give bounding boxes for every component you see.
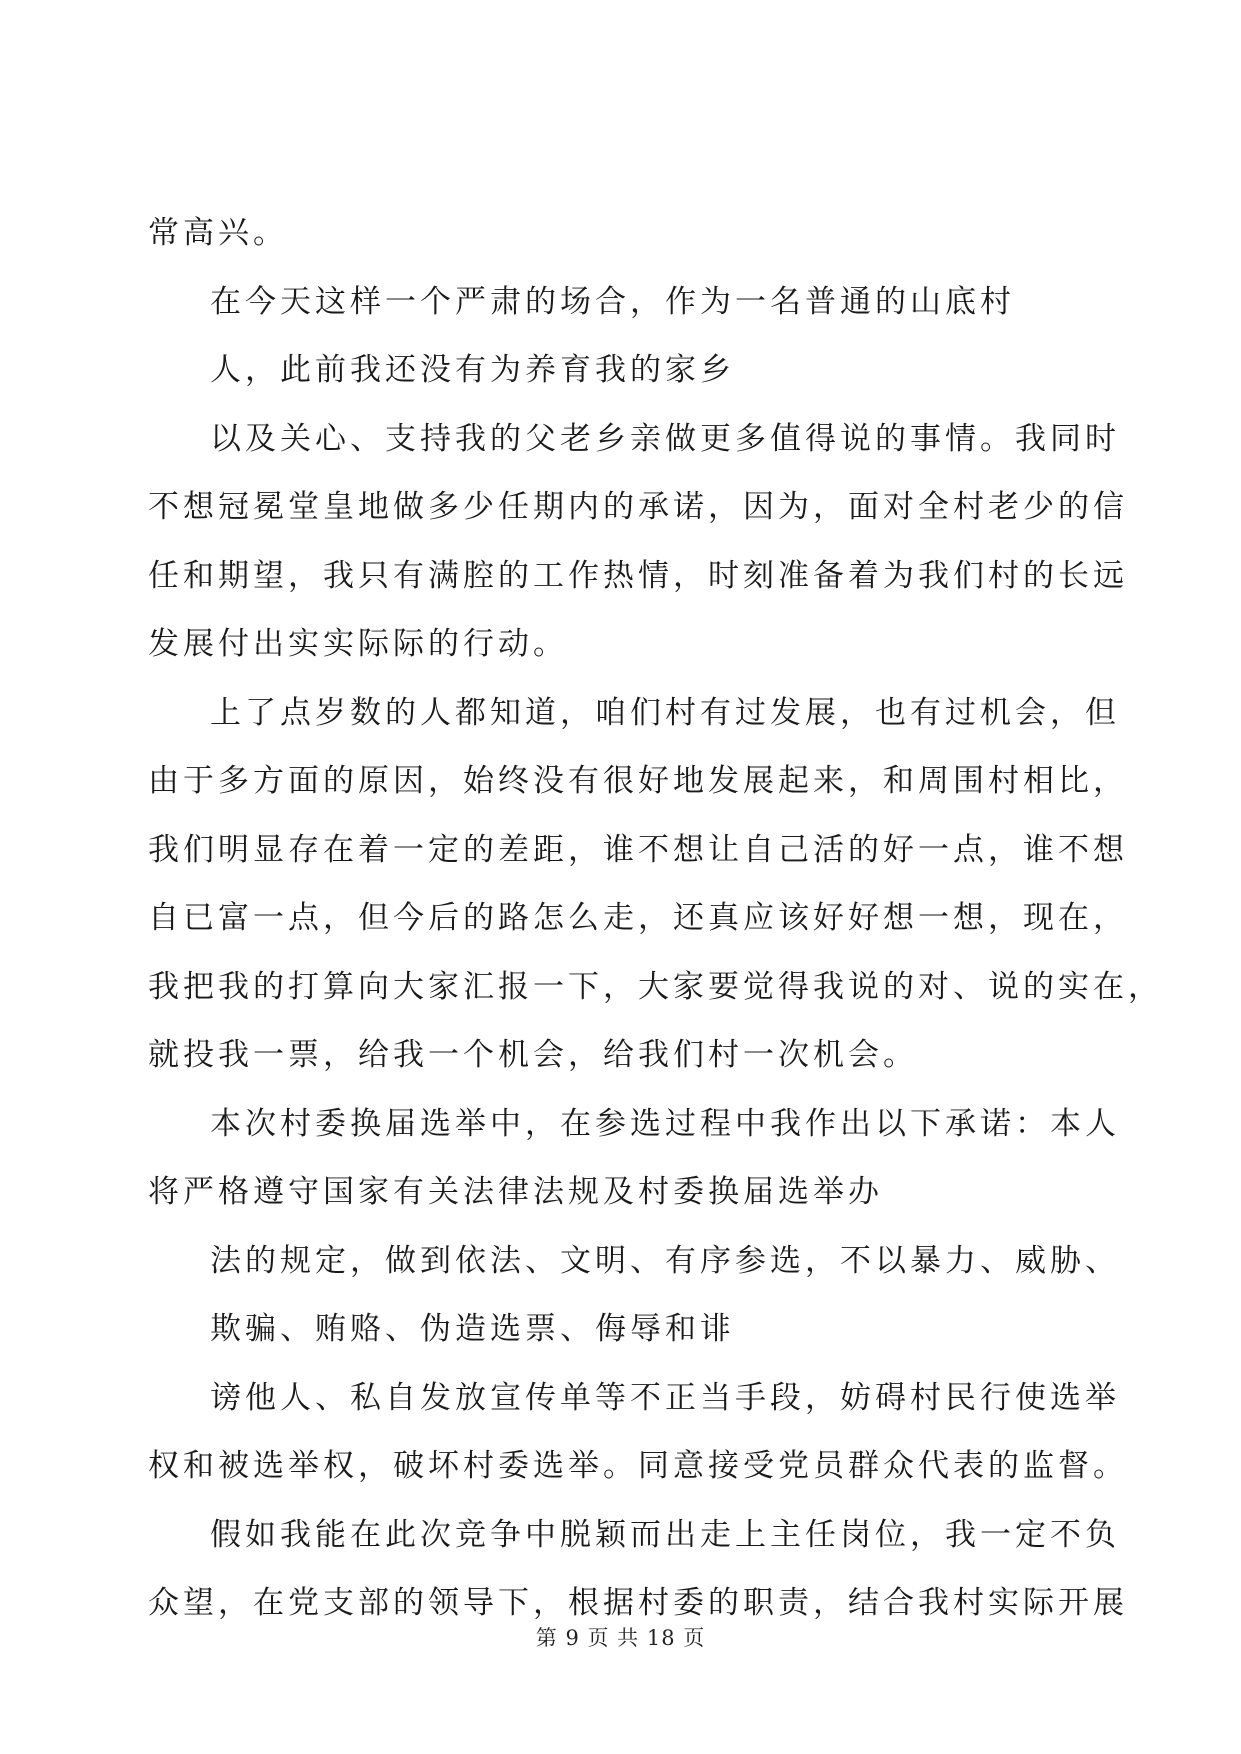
- text-line: 常高兴。: [148, 215, 288, 251]
- text-line: 任和期望，我只有满腔的工作热情，时刻准备着为我们村的长远: [148, 557, 1128, 594]
- text-line: 法的规定，做到依法、文明、有序参选，不以暴力、威胁、: [210, 1242, 1120, 1279]
- text-line: 不想冠冕堂皇地做多少任期内的承诺，因为，面对全村老少的信: [148, 489, 1128, 525]
- text-line: 以及关心、支持我的父老乡亲做更多值得说的事情。我同时: [210, 420, 1120, 457]
- text-line: 众望，在党支部的领导下，根据村委的职责，结合我村实际开展: [148, 1585, 1128, 1621]
- text-line: 将严格遵守国家有关法律法规及村委换届选举办: [148, 1174, 883, 1210]
- text-line: 权和被选举权，破坏村委选举。同意接受党员群众代表的监督。: [148, 1448, 1128, 1484]
- text-line: 就投我一票，给我一个机会，给我们村一次机会。: [148, 1037, 918, 1073]
- text-line: 发展付出实实际际的行动。: [148, 626, 568, 662]
- text-line: 欺骗、贿赂、伪造选票、侮辱和诽: [210, 1311, 735, 1347]
- document-body: [148, 213, 1163, 1652]
- text-line: 人，此前我还没有为养育我的家乡: [210, 352, 735, 388]
- page-number-footer: 第 9 页 共 18 页: [535, 1626, 706, 1650]
- text-line: 我们明显存在着一定的差距，谁不想让自己活的好一点，谁不想: [148, 831, 1128, 868]
- text-line: 上了点岁数的人都知道，咱们村有过发展，也有过机会，但: [210, 694, 1120, 731]
- text-line: 在今天这样一个严肃的场合，作为一名普通的山底村: [210, 283, 1015, 320]
- text-line: 假如我能在此次竞争中脱颖而出走上主任岗位，我一定不负: [210, 1516, 1120, 1553]
- text-line: 自已富一点，但今后的路怎么走，还真应该好好想一想，现在，: [148, 900, 1128, 936]
- text-line: 本次村委换届选举中，在参选过程中我作出以下承诺：本人: [210, 1105, 1120, 1142]
- text-line: 由于多方面的原因，始终没有很好地发展起来，和周围村相比，: [148, 763, 1128, 799]
- text-line: 谤他人、私自发放宣传单等不正当手段，妨碍村民行使选举: [210, 1379, 1120, 1416]
- text-line: 我把我的打算向大家汇报一下，大家要觉得我说的对、说的实在，: [148, 968, 1163, 1005]
